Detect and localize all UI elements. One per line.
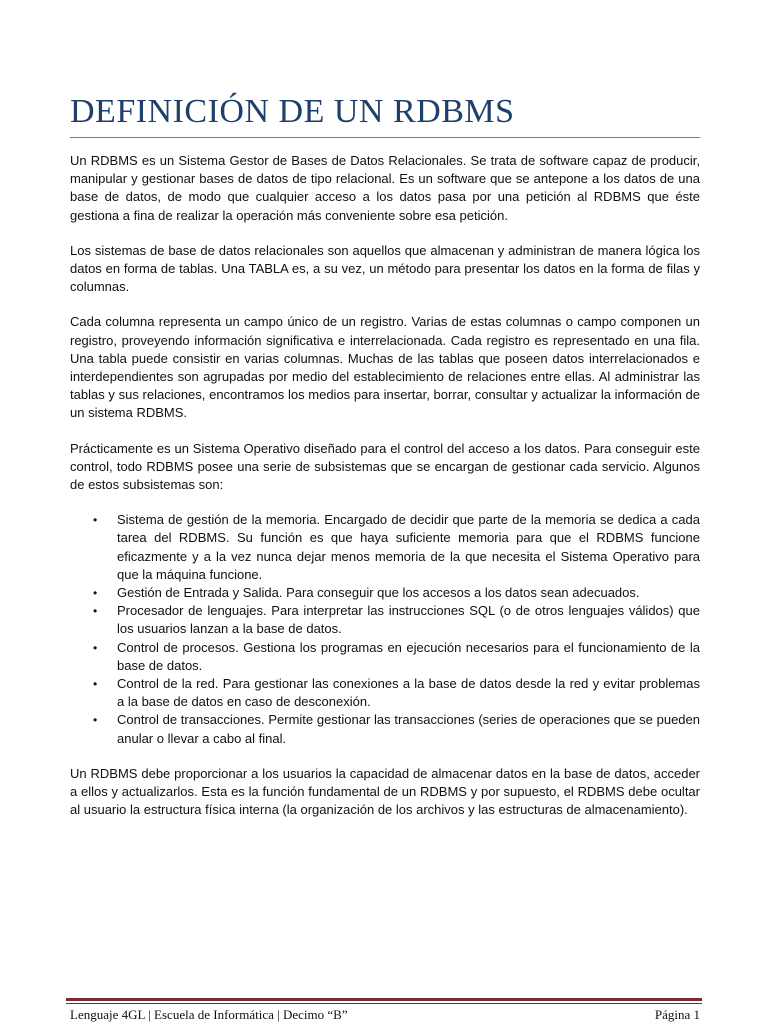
- list-item: [93, 602, 700, 638]
- list-item: [93, 584, 700, 602]
- list-item-text: Control de la red. Para gestionar las conexiones a la base de datos desde la red y evitar problemas a la base de datos en caso de desconexión.: [117, 676, 700, 710]
- list-item: [93, 711, 700, 747]
- list-item: [93, 639, 700, 675]
- bullet-icon: •: [93, 677, 98, 692]
- list-item-text: Control de procesos. Gestiona los programas en ejecución necesarios para el funcionamiento de la base de datos.: [117, 639, 700, 673]
- page-title: DEFINICIÓN DE UN RDBMS: [70, 93, 515, 130]
- bullet-icon: •: [93, 713, 98, 728]
- footer-rule-thin: [66, 1003, 702, 1004]
- paragraph-columns: Cada columna representa un campo único de un registro. Varias de estas columnas o campo componen un registro, proveyendo información significativa e interrelacionada. Cada registro es representado en una fila. Una tabla puede consistir en varias columnas. Muchas de las tablas que poseen datos interrelacionados e interdependientes son agrupadas por medio del establecimiento de relaciones entre ellas. Al administrar las tablas y sus relaciones, encontramos los medios para insertar, borrar, consultar y actualizar la información de un sistema RDBMS.: [70, 314, 700, 421]
- subsystems-list: [70, 511, 700, 748]
- document-body: [70, 152, 700, 837]
- list-item-text: Sistema de gestión de la memoria. Encargado de decidir que parte de la memoria se dedica a cada tarea del RDBMS. Su función es que haya suficiente memoria para que el RDBMS funcione eficazmente y a la vez nunca dejar menos memoria de la que necesita el Sistema Operativo para que la máquina funcione.: [117, 512, 700, 582]
- bullet-icon: •: [93, 604, 98, 619]
- paragraph-subsystems: Prácticamente es un Sistema Operativo diseñado para el control del acceso a los datos. Para conseguir este control, todo RDBMS posee una serie de subsistemas que se encargan de gestionar cada servicio. Algunos de estos subsistemas son:: [70, 440, 700, 493]
- list-item-text: Gestión de Entrada y Salida. Para conseguir que los accesos a los datos sean adecuados.: [117, 585, 640, 601]
- bullet-icon: •: [93, 586, 98, 601]
- list-item-text: Procesador de lenguajes. Para interpretar las instrucciones SQL (o de otros lenguajes válidos) que los usuarios lanzan a la base de datos.: [117, 603, 700, 637]
- page-number: Página 1: [654, 1007, 700, 1022]
- list-item: [93, 511, 700, 584]
- paragraph-tables: Los sistemas de base de datos relacionales son aquellos que almacenan y administran de manera lógica los datos en forma de tablas. Una TABLA es, a su vez, un método para presentar los datos en la forma de filas y columnas.: [70, 242, 700, 295]
- bullet-icon: •: [93, 640, 98, 655]
- list-item: [93, 675, 700, 711]
- title-underline: [70, 137, 700, 138]
- paragraph-closing: Un RDBMS debe proporcionar a los usuarios la capacidad de almacenar datos en la base de datos, acceder a ellos y actualizarlos. Esta es la función fundamental de un RDBMS y por supuesto, el RDBMS debe ocultar al usuario la estructura física interna (la organización de los archivos y las estructuras de almacenamiento).: [70, 765, 700, 818]
- bullet-icon: •: [93, 513, 98, 528]
- footer-course-info: Lenguaje 4GL | Escuela de Informática | Decimo “B”: [70, 1007, 348, 1022]
- paragraph-intro: Un RDBMS es un Sistema Gestor de Bases de Datos Relacionales. Se trata de software capaz de producir, manipular y gestionar bases de datos de tipo relacional. Es un software que se antepone a los datos de una base de datos, de modo que cualquier acceso a los datos pasa por una petición al RDBMS que éste gestiona a fina de realizar la operación más conveniente sobre esa petición.: [70, 153, 700, 223]
- footer-rule-thick: [66, 998, 702, 1001]
- list-item-text: Control de transacciones. Permite gestionar las transacciones (series de operaciones que se pueden anular o llevar a cabo al final.: [117, 712, 700, 746]
